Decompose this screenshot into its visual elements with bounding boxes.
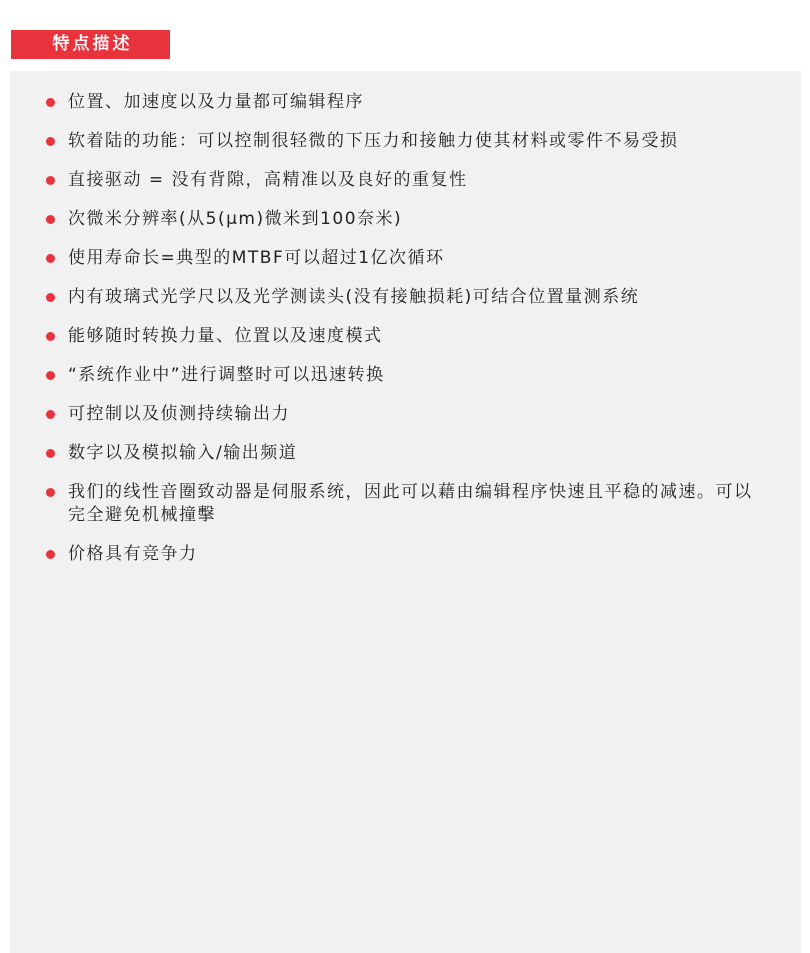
feature-text: 使用寿命长=典型的MTBF可以超过1亿次循环 — [68, 248, 445, 268]
list-item — [10, 364, 801, 387]
list-item — [10, 169, 801, 192]
section-title: 特点描述 — [52, 34, 133, 54]
bullet-dot-icon — [46, 550, 55, 559]
bullet-dot-icon — [46, 488, 55, 497]
bullet-dot-icon — [46, 371, 55, 380]
bullet-dot-icon — [46, 449, 55, 458]
section-title-tag — [11, 30, 170, 59]
bullet-dot-icon — [46, 293, 55, 302]
list-item — [10, 286, 801, 309]
feature-text: “系统作业中”进行调整时可以迅速转换 — [68, 365, 385, 385]
list-item — [10, 543, 801, 566]
feature-text: 次微米分辨率(从5(μm)微米到100奈米) — [68, 209, 403, 229]
bullet-dot-icon — [46, 137, 55, 146]
bullet-dot-icon — [46, 215, 55, 224]
feature-panel — [10, 71, 801, 953]
feature-text: 位置、加速度以及力量都可编辑程序 — [68, 92, 364, 112]
bullet-dot-icon — [46, 254, 55, 263]
feature-text: 价格具有竞争力 — [68, 544, 198, 564]
feature-text: 我们的线性音圈致动器是伺服系统，因此可以藉由编辑程序快速且平稳的减速。可以完全避免机械撞擊 — [68, 482, 753, 525]
bullet-dot-icon — [46, 176, 55, 185]
bullet-dot-icon — [46, 410, 55, 419]
list-item — [10, 208, 801, 231]
feature-text: 内有玻璃式光学尺以及光学测读头(没有接触损耗)可结合位置量测系统 — [68, 287, 640, 307]
feature-list — [10, 91, 801, 582]
list-item — [10, 442, 801, 465]
feature-text: 软着陆的功能：可以控制很轻微的下压力和接触力使其材料或零件不易受损 — [68, 131, 679, 151]
list-item — [10, 325, 801, 348]
feature-text: 直接驱动 = 没有背隙，高精准以及良好的重复性 — [68, 170, 468, 190]
list-item — [10, 403, 801, 426]
feature-text: 可控制以及侦测持续输出力 — [68, 404, 290, 424]
list-item — [10, 130, 801, 153]
list-item — [10, 91, 801, 114]
bullet-dot-icon — [46, 332, 55, 341]
feature-text: 能够随时转换力量、位置以及速度模式 — [68, 326, 383, 346]
feature-text: 数字以及模拟输入/输出频道 — [68, 443, 298, 463]
list-item — [10, 247, 801, 270]
bullet-dot-icon — [46, 98, 55, 107]
list-item — [10, 481, 801, 527]
